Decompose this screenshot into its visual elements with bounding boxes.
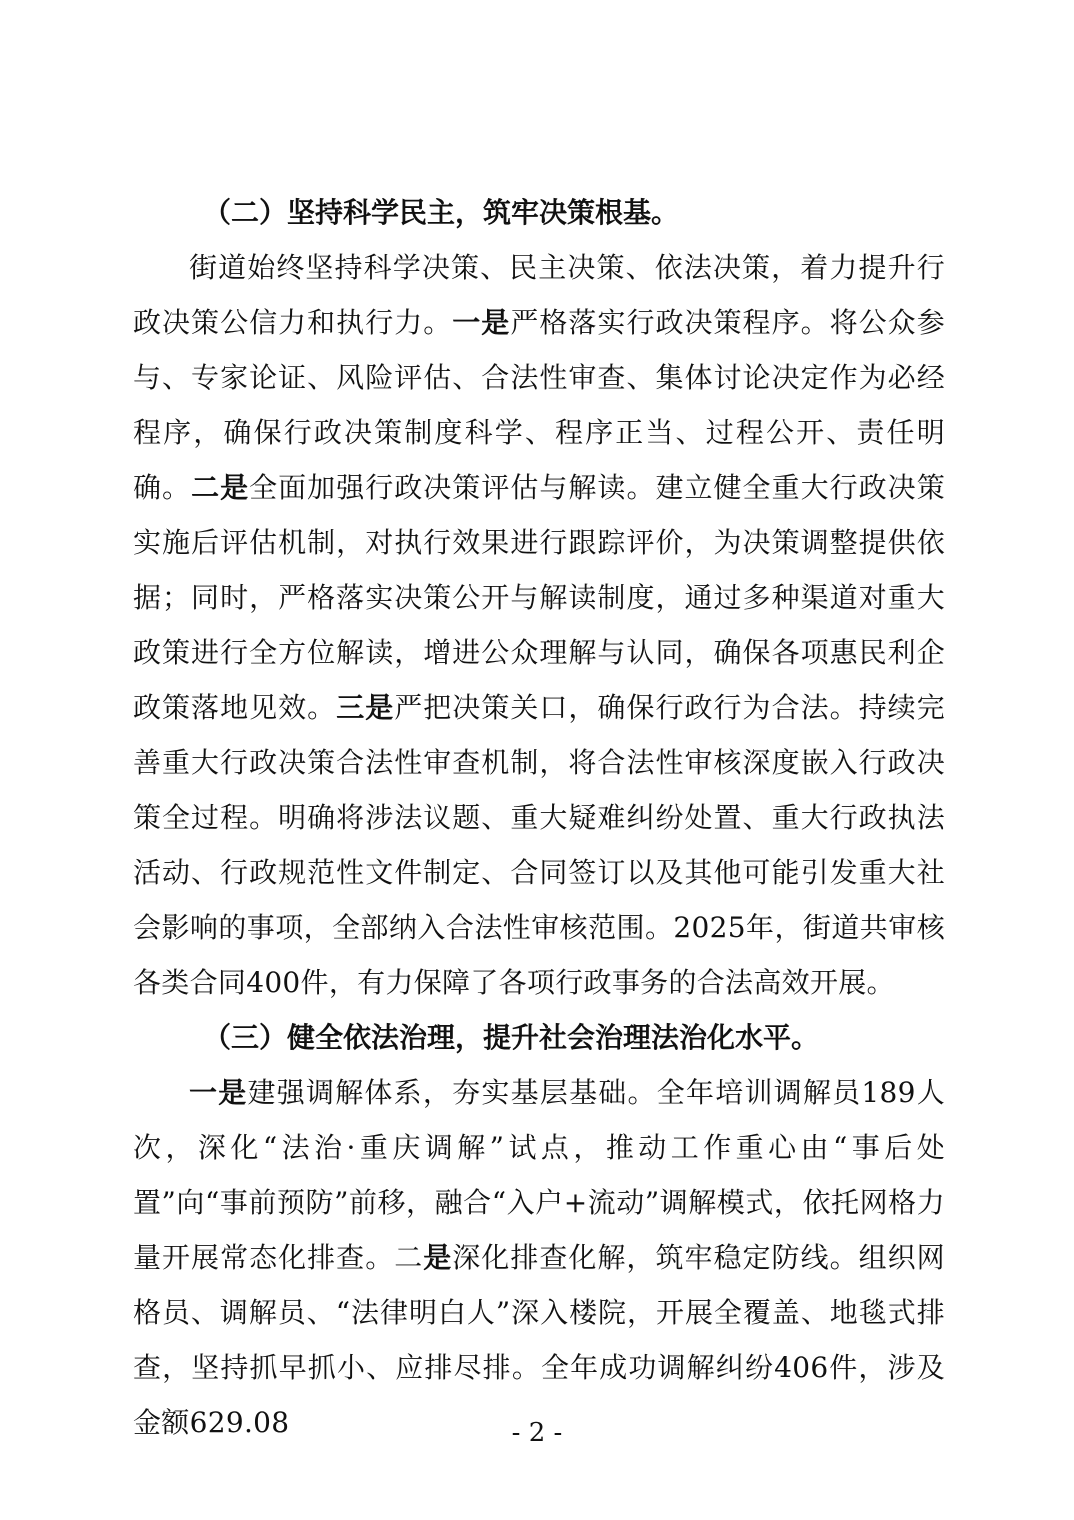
bold-lead-1: 一是 xyxy=(189,1076,248,1109)
paragraph-text: 全面加强行政决策评估与解读。建立健全重大行政决策实施后评估机制，对执行效果进行跟踪评价，为决策调整提供依据；同时，严格落实决策公开与解读制度，通过多种渠道对重大政策进行全方位解读，增进公众理解与认同，确保各项惠民利企政策落地见效。 xyxy=(133,471,946,724)
paragraph-text: 深化排查化解，筑牢稳定防线。组织网格员、调解员、“法律明白人”深入楼院，开展全覆盖、地毯式排查，坚持抓早抓小、应排尽排。全年成功调解纠纷406件，涉及金额629.08 xyxy=(133,1241,945,1439)
paragraph-text: 建强调解体系，夯实基层基础。全年培训调解员189人次，深化“法治·重庆调解”试点，推动工作重心由“事后处置”向“事前预防”前移，融合“入户+流动”调解模式，依托网格力量开展常态化排查。二 xyxy=(133,1076,945,1274)
section-heading-3: （三）健全依法治理，提升社会治理法治化水平。 xyxy=(203,1021,820,1054)
section-2-paragraph xyxy=(133,240,945,1010)
section-3-paragraph xyxy=(133,1065,945,1450)
paragraph-text: 严格落实行政决策程序。将公众参与、专家论证、风险评估、合法性审查、集体讨论决定作为必经程序，确保行政决策制度科学、程序正当、过程公开、责任明确。 xyxy=(133,306,945,504)
document-body xyxy=(133,185,945,1450)
section-heading-2: （二）坚持科学民主，筑牢决策根基。 xyxy=(203,196,680,229)
paragraph-text: 街道始终坚持科学决策、民主决策、依法决策，着力提升行政决策公信力和执行力。 xyxy=(133,251,945,339)
paragraph-text: 严把决策关口，确保行政行为合法。持续完善重大行政决策合法性审查机制，将合法性审核深度嵌入行政决策全过程。明确将涉法议题、重大疑难纠纷处置、重大行政执法活动、行政规范性文件制定、合同签订以及其他可能引发重大社会影响的事项，全部纳入合法性审核范围。2025年，街道共审核各类合同400件，有力保障了各项行政事务的合法高效开展。 xyxy=(133,691,946,999)
bold-lead-2: 二是 xyxy=(191,471,250,504)
bold-lead-2: 是 xyxy=(423,1241,453,1274)
bold-lead-1: 一是 xyxy=(452,306,511,339)
bold-lead-3: 三是 xyxy=(336,691,395,724)
page-number: - 2 - xyxy=(511,1418,563,1448)
